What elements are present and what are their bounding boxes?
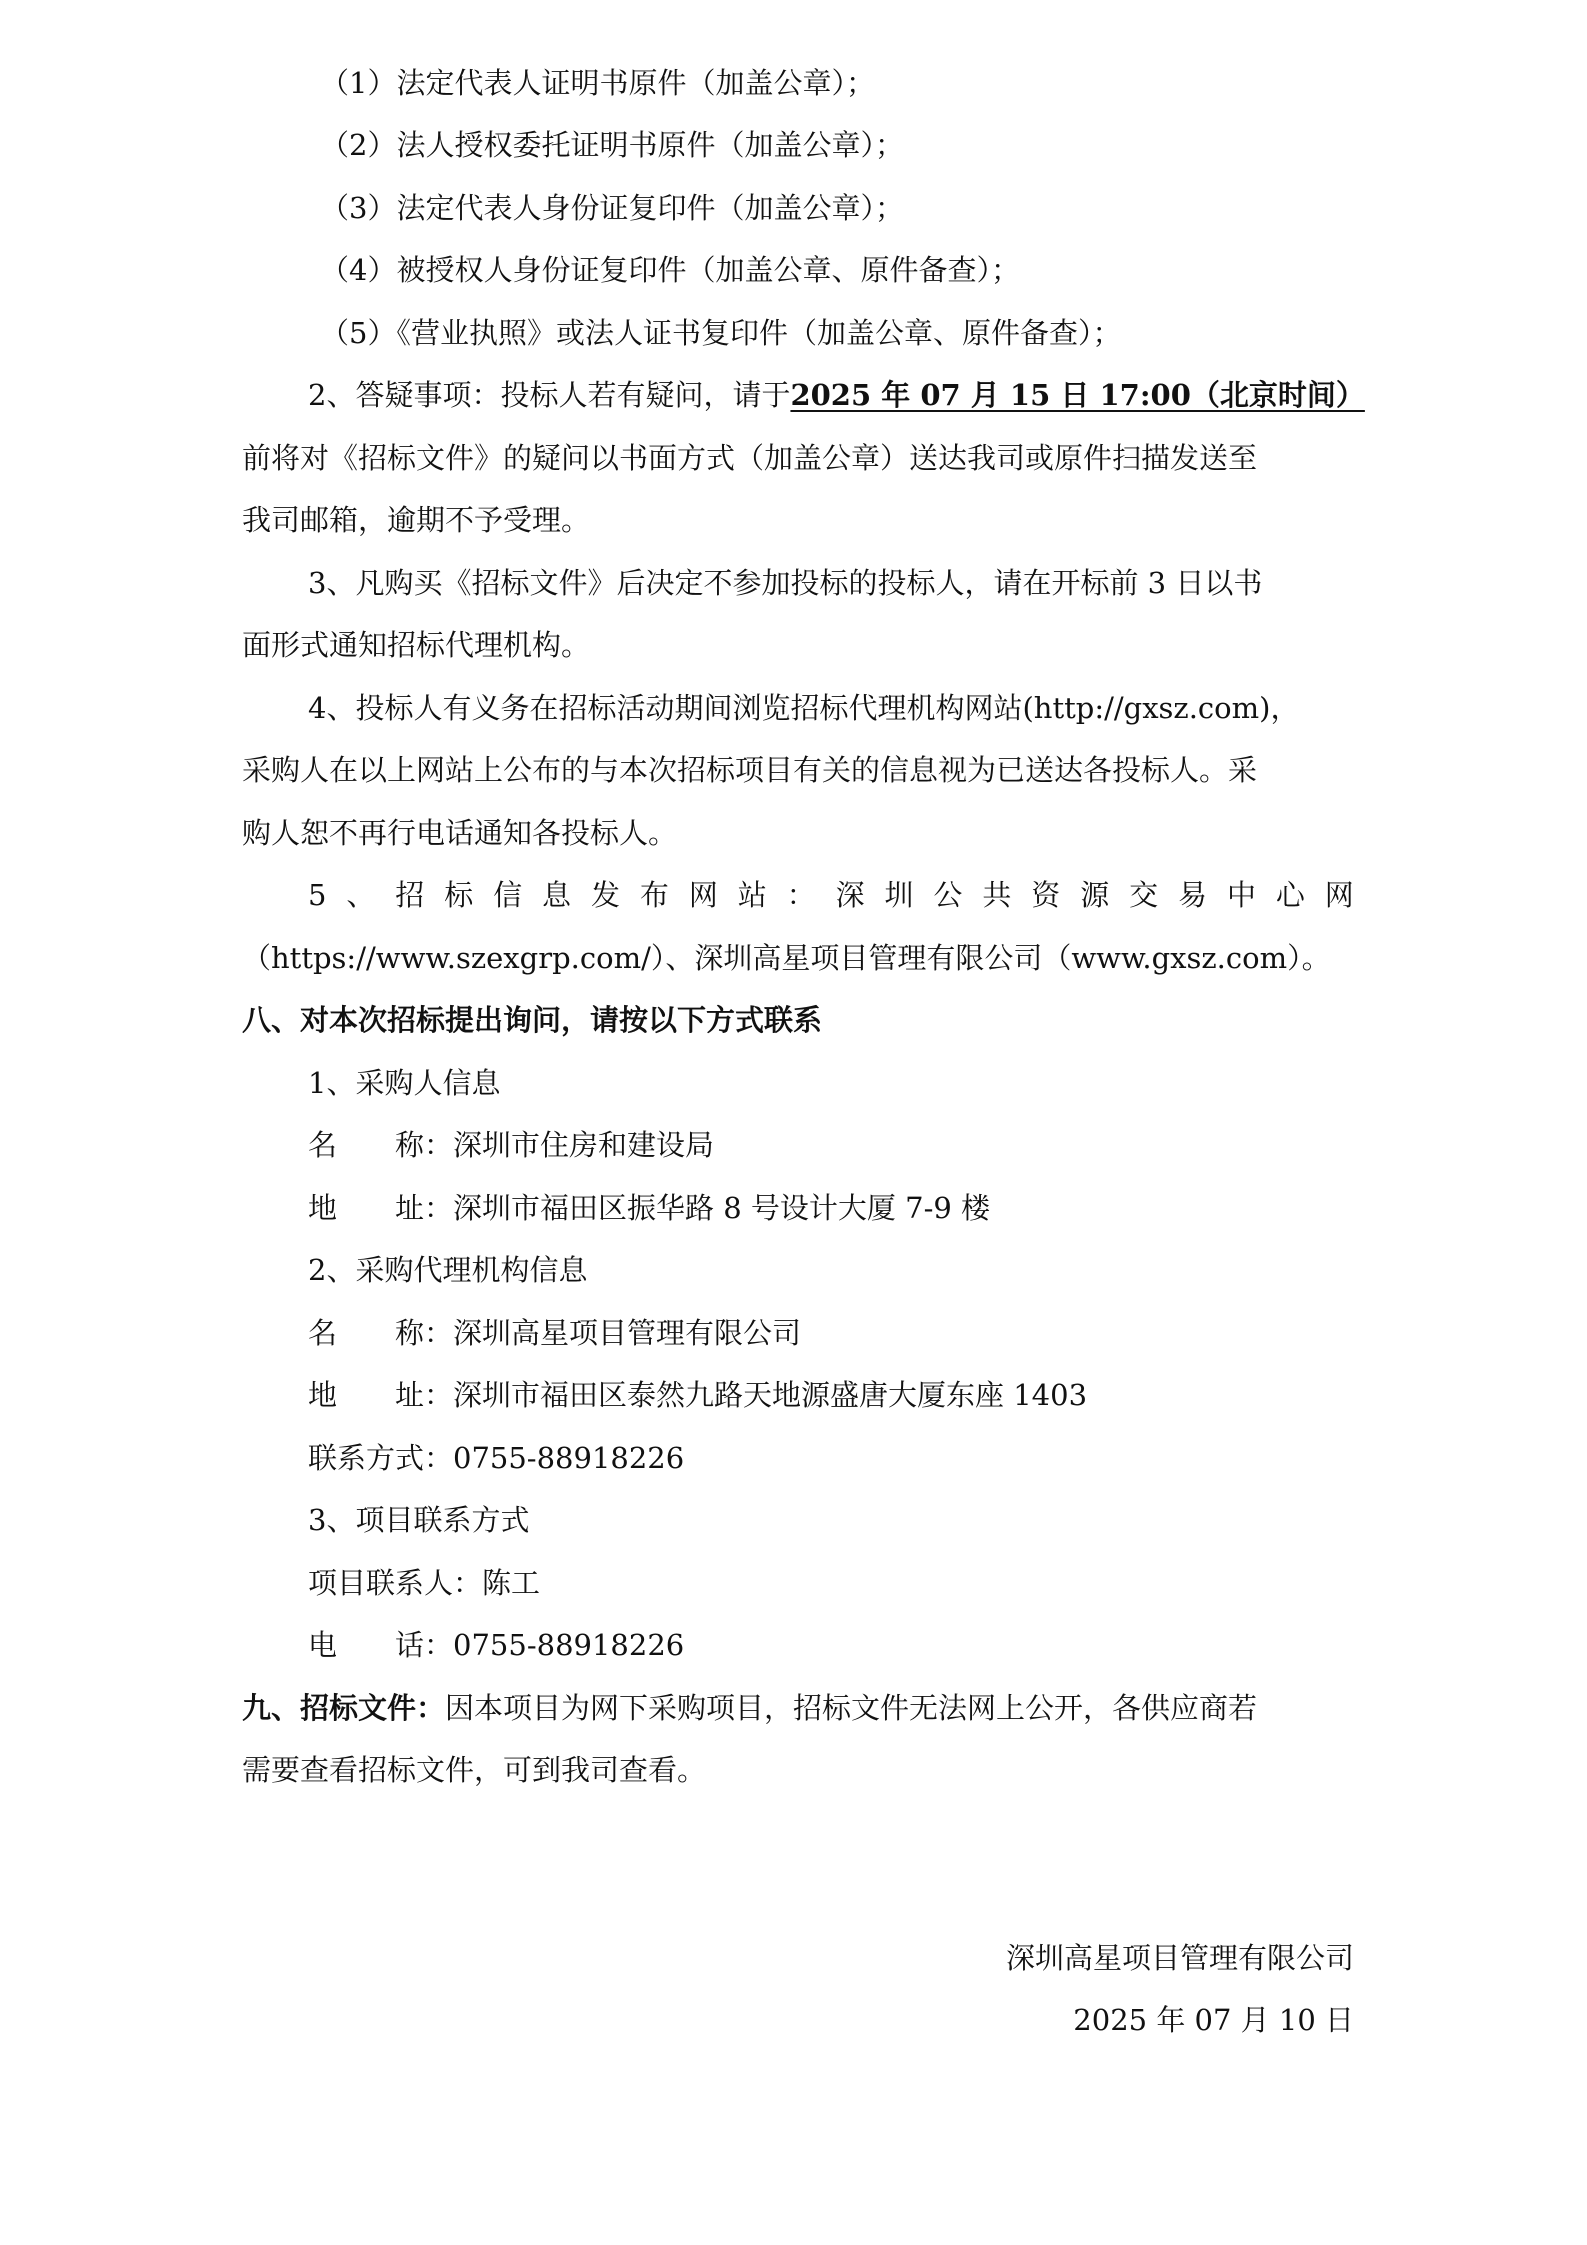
project-phone: 0755-88918226 [453,1628,685,1662]
p5-char: 资 [1031,878,1061,912]
p5-line-2: （https://www.szexgrp.com/）、深圳高星项目管理有限公司（www.gxsz.com）。 [242,941,1331,975]
p5-char: 深 [835,878,865,912]
p4-line-3: 购人恕不再行电话通知各投标人。 [242,816,678,850]
p5-char: 源 [1080,878,1110,912]
p5-char: 心 [1275,878,1305,912]
purchaser-address: 深圳市福田区振华路 8 号设计大厦 7-9 楼 [453,1191,991,1225]
p5-char: 网 [1324,878,1354,912]
p5-char: ： [786,878,816,912]
project-title: 3、项目联系方式 [308,1503,530,1537]
purchaser-title: 1、采购人信息 [308,1066,501,1100]
qa-prefix: 2、答疑事项：投标人若有疑问，请于 [308,378,791,412]
p5-line-1 [308,875,1354,915]
qa-line-2: 前将对《招标文件》的疑问以书面方式（加盖公章）送达我司或原件扫描发送至 [242,441,1258,475]
p5-char: 中 [1226,878,1256,912]
agency-address-row [308,1375,1087,1415]
project-phone-row [308,1625,684,1665]
agency-phone: 联系方式：0755-88918226 [308,1441,685,1475]
purchaser-name: 深圳市住房和建设局 [453,1128,715,1162]
p5-char: 易 [1178,878,1208,912]
section-9-line-2: 需要查看招标文件，可到我司查看。 [242,1753,707,1787]
p5-char: 信 [493,878,523,912]
purchaser-name-row [308,1125,714,1165]
p5-char: 交 [1129,878,1159,912]
list-item: （2）法人授权委托证明书原件（加盖公章）； [320,128,904,162]
section-9-heading: 九、招标文件： [242,1691,446,1725]
project-contact: 项目联系人：陈工 [308,1566,541,1600]
list-item: （3）法定代表人身份证复印件（加盖公章）； [320,191,904,225]
signature-company: 深圳高星项目管理有限公司 [1005,1941,1354,1975]
p5-char: 布 [639,878,669,912]
qa-line-3: 我司邮箱，逾期不予受理。 [242,503,591,537]
p5-char: 发 [590,878,620,912]
p5-char: 共 [982,878,1012,912]
p5-char: 息 [542,878,572,912]
agency-name: 深圳高星项目管理有限公司 [453,1316,802,1350]
p5-char: 圳 [884,878,914,912]
qa-deadline: 2025 年 07 月 15 日 17:00（北京时间） [790,378,1365,412]
field-label: 地 址： [308,1191,454,1225]
p5-char: 站 [737,878,767,912]
field-label: 名 称： [308,1128,454,1162]
agency-name-row [308,1313,801,1353]
list-item: （4）被授权人身份证复印件（加盖公章、原件备查）； [320,253,1020,287]
section-9-line-1 [242,1688,1257,1728]
qa-line-1 [308,375,1365,415]
p5-char: 网 [688,878,718,912]
section-9-text: 因本项目为网下采购项目，招标文件无法网上公开，各供应商若 [445,1691,1258,1725]
p5-char: 招 [395,878,425,912]
p5-char: 5 [308,878,327,912]
field-label: 地 址： [308,1378,454,1412]
p4-line-2: 采购人在以上网站上公布的与本次招标项目有关的信息视为已送达各投标人。采 [242,753,1258,787]
signature-date: 2025 年 07 月 10 日 [1073,2003,1354,2037]
p5-char: 、 [346,878,376,912]
p4-line-1: 4、投标人有义务在招标活动期间浏览招标代理机构网站(http://gxsz.com)， [308,691,1300,725]
p5-char: 标 [444,878,474,912]
field-label: 电 话： [308,1628,454,1662]
p3-line-1: 3、凡购买《招标文件》后决定不参加投标的投标人，请在开标前 3 日以书 [308,566,1263,600]
purchaser-address-row [308,1188,990,1228]
section-8-heading: 八、对本次招标提出询问，请按以下方式联系 [242,1003,823,1037]
p3-line-2: 面形式通知招标代理机构。 [242,628,591,662]
list-item: （1）法定代表人证明书原件（加盖公章）； [320,66,875,100]
agency-title: 2、采购代理机构信息 [308,1253,588,1287]
agency-address: 深圳市福田区泰然九路天地源盛唐大厦东座 1403 [453,1378,1088,1412]
p5-char: 公 [933,878,963,912]
field-label: 名 称： [308,1316,454,1350]
list-item: （5）《营业执照》或法人证书复印件（加盖公章、原件备查）； [320,316,1122,350]
